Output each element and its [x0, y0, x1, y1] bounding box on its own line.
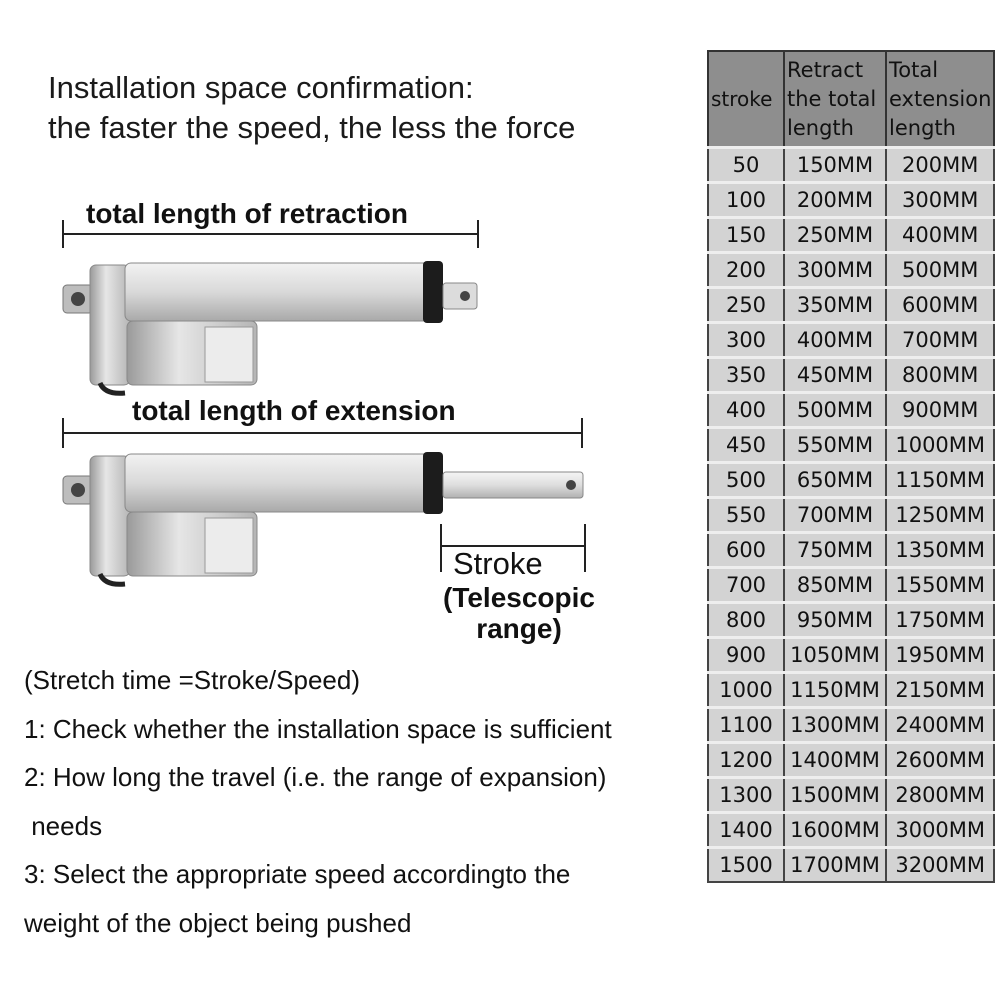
cell-stroke: 300: [708, 323, 784, 358]
retracted-actuator-image: [55, 255, 495, 400]
cell-retract-length: 500MM: [784, 393, 886, 428]
cell-retract-length: 1050MM: [784, 638, 886, 673]
cell-retract-length: 650MM: [784, 463, 886, 498]
formula-text: (Stretch time =Stroke/Speed): [24, 665, 360, 695]
table-row: [708, 428, 994, 463]
cell-extension-length: 2150MM: [886, 673, 994, 708]
table-row: [708, 253, 994, 288]
cell-retract-length: 1300MM: [784, 708, 886, 743]
table-row: [708, 848, 994, 883]
cell-stroke: 1300: [708, 778, 784, 813]
table-body: [708, 148, 994, 883]
table-row: [708, 813, 994, 848]
cell-stroke: 250: [708, 288, 784, 323]
note-item-1: 1: Check whether the installation space is sufficient: [24, 713, 612, 744]
table-row: [708, 463, 994, 498]
stroke-label: Stroke: [453, 546, 543, 581]
table-row: [708, 358, 994, 393]
extension-dimension-line: [62, 432, 583, 434]
stroke-caption: [423, 582, 615, 644]
cell-extension-length: 200MM: [886, 148, 994, 183]
stroke-caption-line-1: (Telescopic: [443, 582, 595, 613]
extension-tick-right: [581, 418, 583, 448]
cell-stroke: 1400: [708, 813, 784, 848]
cell-retract-length: 750MM: [784, 533, 886, 568]
stroke-tick-right: [584, 524, 586, 572]
table-row: [708, 638, 994, 673]
note-item-3: 3: Select the appropriate speed accordingto the: [24, 859, 571, 889]
extension-label: total length of extension: [132, 395, 456, 426]
cell-stroke: 1200: [708, 743, 784, 778]
stroke-caption-line-2: range): [476, 613, 562, 644]
cell-extension-length: 1750MM: [886, 603, 994, 638]
cell-stroke: 600: [708, 533, 784, 568]
table-row: [708, 778, 994, 813]
instruction-notes: [24, 656, 612, 947]
cell-stroke: 1500: [708, 848, 784, 883]
table-row: [708, 708, 994, 743]
table-header-row: [708, 51, 994, 148]
table-row: [708, 183, 994, 218]
cell-stroke: 550: [708, 498, 784, 533]
table-row: [708, 568, 994, 603]
header-extension: Total extension length: [886, 51, 994, 148]
cell-extension-length: 900MM: [886, 393, 994, 428]
cell-stroke: 50: [708, 148, 784, 183]
table-row: [708, 323, 994, 358]
cell-extension-length: 700MM: [886, 323, 994, 358]
cell-extension-length: 800MM: [886, 358, 994, 393]
retraction-tick-left: [62, 220, 64, 248]
page-heading: [48, 68, 575, 148]
cell-extension-length: 1250MM: [886, 498, 994, 533]
table-row: [708, 603, 994, 638]
cell-stroke: 500: [708, 463, 784, 498]
note-item-2-continued: needs: [24, 810, 103, 841]
header-retract: Retract the total length: [784, 51, 886, 148]
cell-extension-length: 300MM: [886, 183, 994, 218]
retraction-tick-right: [477, 220, 479, 248]
cell-retract-length: 400MM: [784, 323, 886, 358]
cell-stroke: 800: [708, 603, 784, 638]
table-row: [708, 218, 994, 253]
cell-retract-length: 1400MM: [784, 743, 886, 778]
cell-extension-length: 2800MM: [886, 778, 994, 813]
table-row: [708, 673, 994, 708]
cell-extension-length: 1000MM: [886, 428, 994, 463]
cell-stroke: 350: [708, 358, 784, 393]
cell-stroke: 200: [708, 253, 784, 288]
header-stroke: stroke: [708, 51, 784, 148]
cell-retract-length: 850MM: [784, 568, 886, 603]
cell-extension-length: 1550MM: [886, 568, 994, 603]
cell-retract-length: 450MM: [784, 358, 886, 393]
heading-line-2: the faster the speed, the less the force: [48, 110, 576, 145]
cell-retract-length: 950MM: [784, 603, 886, 638]
cell-extension-length: 3000MM: [886, 813, 994, 848]
cell-stroke: 1000: [708, 673, 784, 708]
cell-stroke: 100: [708, 183, 784, 218]
cell-extension-length: 1350MM: [886, 533, 994, 568]
table-row: [708, 288, 994, 323]
cell-retract-length: 150MM: [784, 148, 886, 183]
cell-retract-length: 200MM: [784, 183, 886, 218]
extension-tick-left: [62, 418, 64, 448]
cell-stroke: 1100: [708, 708, 784, 743]
cell-retract-length: 1700MM: [784, 848, 886, 883]
table-row: [708, 148, 994, 183]
cell-retract-length: 1600MM: [784, 813, 886, 848]
table-row: [708, 393, 994, 428]
cell-extension-length: 2600MM: [886, 743, 994, 778]
cell-extension-length: 2400MM: [886, 708, 994, 743]
cell-stroke: 400: [708, 393, 784, 428]
cell-extension-length: 400MM: [886, 218, 994, 253]
table-row: [708, 498, 994, 533]
note-item-3-continued: weight of the object being pushed: [24, 907, 412, 938]
cell-stroke: 150: [708, 218, 784, 253]
cell-stroke: 450: [708, 428, 784, 463]
cell-extension-length: 600MM: [886, 288, 994, 323]
cell-stroke: 700: [708, 568, 784, 603]
retraction-dimension-line: [62, 233, 479, 235]
cell-retract-length: 1150MM: [784, 673, 886, 708]
cell-extension-length: 500MM: [886, 253, 994, 288]
cell-extension-length: 3200MM: [886, 848, 994, 883]
cell-retract-length: 700MM: [784, 498, 886, 533]
cell-retract-length: 350MM: [784, 288, 886, 323]
cell-retract-length: 250MM: [784, 218, 886, 253]
spec-table: [707, 50, 995, 883]
stroke-tick-left: [440, 524, 442, 572]
cell-retract-length: 300MM: [784, 253, 886, 288]
table-row: [708, 743, 994, 778]
cell-extension-length: 1950MM: [886, 638, 994, 673]
heading-line-1: Installation space confirmation:: [48, 70, 474, 105]
cell-retract-length: 1500MM: [784, 778, 886, 813]
note-item-2: 2: How long the travel (i.e. the range of expansion): [24, 762, 607, 792]
cell-retract-length: 550MM: [784, 428, 886, 463]
cell-extension-length: 1150MM: [886, 463, 994, 498]
retraction-label: total length of retraction: [86, 198, 408, 229]
cell-stroke: 900: [708, 638, 784, 673]
table-row: [708, 533, 994, 568]
